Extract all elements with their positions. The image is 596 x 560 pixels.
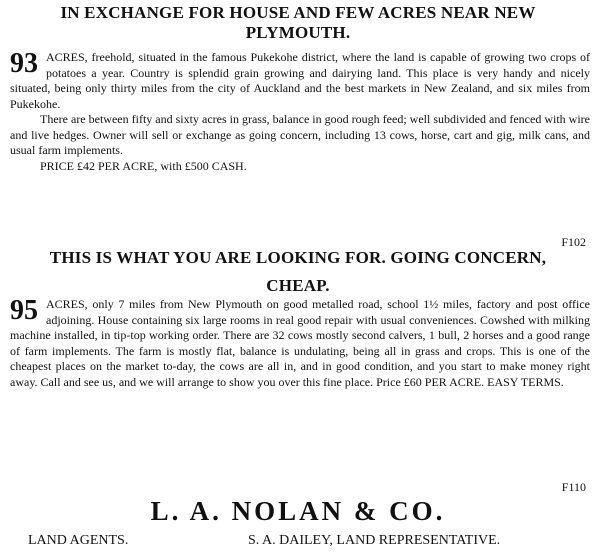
ad2-para1 bbox=[10, 297, 590, 390]
ad1-acre-number: 93 bbox=[10, 48, 38, 79]
agent-name: L. A. NOLAN & CO. bbox=[150, 496, 446, 526]
ad2-body bbox=[10, 297, 590, 390]
ad2-acre-number: 95 bbox=[10, 295, 38, 326]
ad2-para1-text: ACRES, only 7 miles from New Plymouth on good metalled road, school 1½ miles, factory and post office adjoining. House containing six large rooms in real good repair with usual conveniences. Cowshed with milking machine installed, in tip-top working order. There are 32 cows mostly second calvers, 1 bull, 2 horses and a good range of farm implements. The farm is mostly flat, balance is undulating, being all in grass and crops. This is one of the cheapest places on the market to-day, the cows are all in, and in good condition, and you start to make money right away. Call and see us, and we will arrange to show you over this fine place. Price £60 PER ACRE. EASY TERMS. bbox=[10, 297, 590, 389]
ad2-heading-line2: CHEAP. bbox=[266, 276, 330, 295]
footer-land-representative: S. A. DAILEY, LAND REPRESENTATIVE. bbox=[248, 533, 501, 548]
ad1-body bbox=[10, 50, 590, 174]
ad1-para1-text: ACRES, freehold, situated in the famous Pukekohe district, where the land is capable of growing two crops of potatoes a year. Country is splendid grain growing and dairying land. This place is very handy and nicely situated, being only thirty miles from the city of Auckland and the best markets in New Zealand, and six miles from Pukekohe. bbox=[10, 50, 590, 111]
ad1-para2: There are between fifty and sixty acres in grass, balance in good rough feed; well subdivided and fenced with wire and live hedges. Owner will sell or exchange as going concern, including 13 cows, horse, cart and gig, milk cans, and usual farm implements. bbox=[10, 112, 590, 157]
ad1-reference: F102 bbox=[561, 235, 586, 249]
ad2-reference: F110 bbox=[561, 480, 586, 494]
ad1-heading-line1: IN EXCHANGE FOR HOUSE AND FEW ACRES NEAR NEW bbox=[60, 3, 536, 22]
ad2-heading-line1: THIS IS WHAT YOU ARE LOOKING FOR. GOING CONCERN, bbox=[49, 248, 547, 267]
footer-land-agents: LAND AGENTS. bbox=[28, 533, 129, 548]
ad1-para1 bbox=[10, 50, 590, 112]
ad1-price: PRICE £42 PER ACRE, with £500 CASH. bbox=[40, 158, 247, 173]
ad1-heading-line2: PLYMOUTH. bbox=[245, 23, 351, 42]
